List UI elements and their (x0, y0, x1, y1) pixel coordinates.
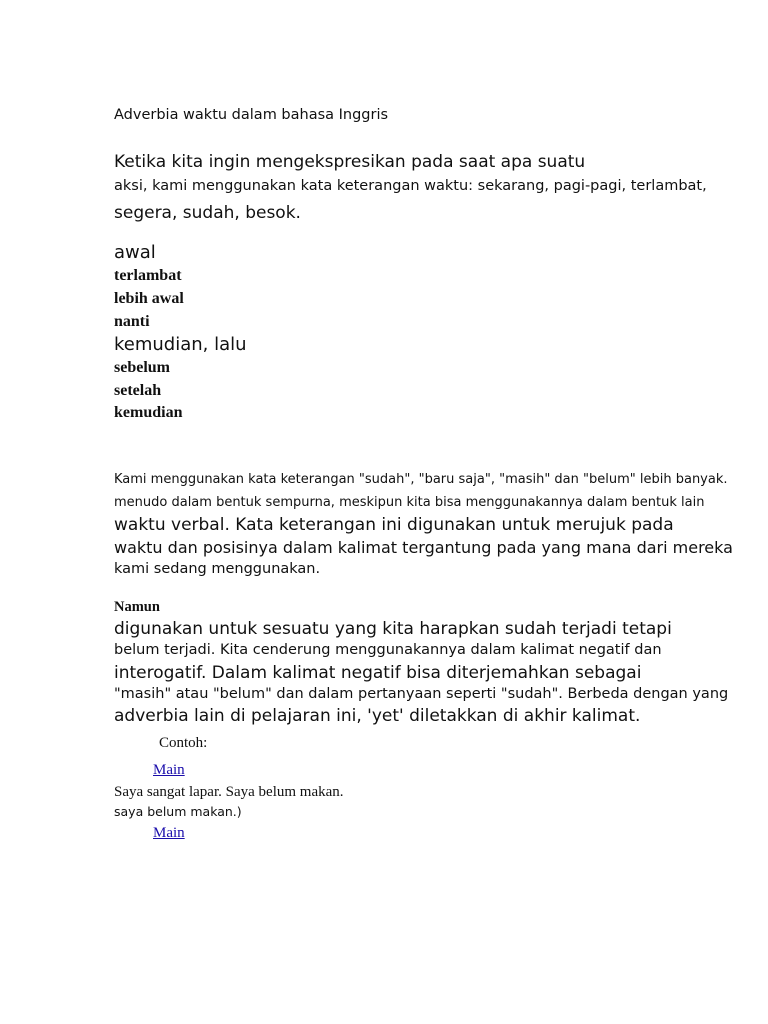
intro-line-2: aksi, kami menggunakan kata keterangan waktu: sekarang, pagi-pagi, terlambat, (114, 178, 707, 194)
para1-line: kami sedang menggunakan. (114, 561, 321, 577)
para2-line: interogatif. Dalam kalimat negatif bisa diterjemahkan sebagai (114, 663, 642, 683)
para2-line: digunakan untuk sesuatu yang kita harapkan sudah terjadi tetapi (114, 619, 672, 639)
intro-line-1: Ketika kita ingin mengekspresikan pada saat apa suatu (114, 152, 586, 172)
para1-line: waktu verbal. Kata keterangan ini digunakan untuk merujuk pada (114, 515, 674, 535)
para2-line: belum terjadi. Kita cenderung menggunakannya dalam kalimat negatif dan (114, 642, 662, 658)
heading: Adverbia waktu dalam bahasa Inggris (114, 107, 389, 123)
para2-line: adverbia lain di pelajaran ini, 'yet' diletakkan di akhir kalimat. (114, 706, 641, 726)
example-label: Contoh: (159, 735, 208, 751)
para1-line: menudo dalam bentuk sempurna, meskipun kita bisa menggunakannya dalam bentuk lain (114, 495, 705, 510)
group2-item: setelah (114, 382, 162, 399)
group1-item: terlambat (114, 267, 182, 284)
main-link[interactable]: Main (153, 825, 185, 841)
group1-title: awal (114, 242, 156, 263)
group2-item: sebelum (114, 359, 170, 376)
para2-line: "masih" atau "belum" dan dalam pertanyaan seperti "sudah". Berbeda dengan yang (114, 686, 729, 702)
para1-line: waktu dan posisinya dalam kalimat tergantung pada yang mana dari mereka (114, 538, 733, 557)
group1-item: lebih awal (114, 290, 184, 307)
main-link[interactable]: Main (153, 762, 185, 778)
para1-line: Kami menggunakan kata keterangan "sudah", "baru saja", "masih" dan "belum" lebih banyak. (114, 472, 728, 487)
group1-item: nanti (114, 313, 150, 330)
example-line-2: saya belum makan.) (114, 804, 242, 819)
intro-line-3: segera, sudah, besok. (114, 203, 301, 223)
group2-item: kemudian (114, 404, 183, 421)
group2-title: kemudian, lalu (114, 334, 247, 355)
para2-lead: Namun (114, 599, 160, 615)
example-line-1: Saya sangat lapar. Saya belum makan. (114, 784, 344, 800)
